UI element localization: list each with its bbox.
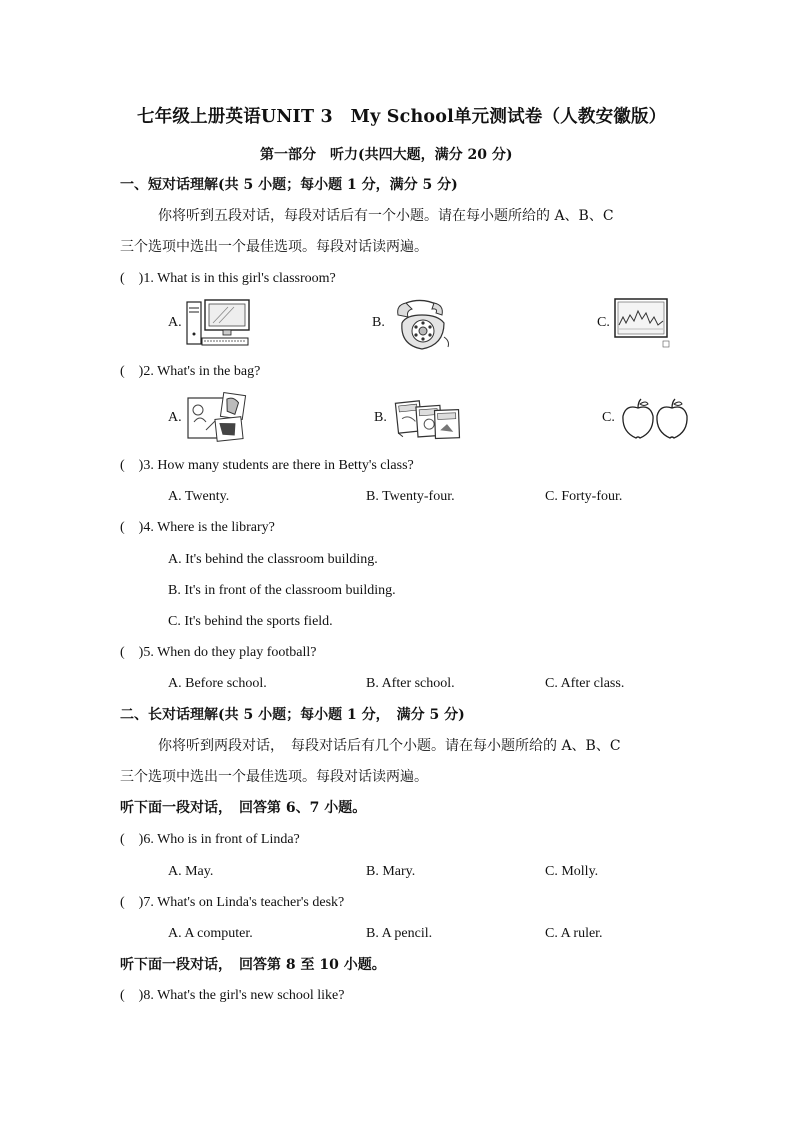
option-label: A. [168,315,182,330]
option-a: A. Before school. [168,676,267,691]
telephone-icon [392,297,454,353]
option-label: A. [168,410,182,425]
option-b: B. A pencil. [366,926,433,941]
option-a: A. It's behind the classroom building. [168,552,378,567]
section-heading: 一、短对话理解(共 5 小题；每小题 1 分，满分 5 分) [120,177,458,193]
instruction-line: 三个选项中选出一个最佳选项。每段对话读两遍。 [120,769,428,785]
instruction-line: 三个选项中选出一个最佳选项。每段对话读两遍。 [120,239,428,255]
option-label: C. [597,315,610,330]
option-b: B. Twenty-four. [366,489,455,504]
part-heading: 第一部分 听力(共四大题，满分 20 分) [260,147,513,163]
listen-instruction: 听下面一段对话， 回答第 6、7 小题。 [120,800,367,816]
question-stem: ( )1. What is in this girl's classroom? [120,271,336,286]
question-stem: ( )5. When do they play football? [120,645,317,660]
question-stem: ( )2. What's in the bag? [120,364,261,379]
monitor-chart-icon [613,297,673,351]
listen-instruction: 听下面一段对话， 回答第 8 至 10 小题。 [120,957,386,973]
instruction-line: 你将听到五段对话，每段对话后有一个小题。请在每小题所给的 A、B、C [158,208,614,224]
option-b: B. Mary. [366,864,416,879]
section-heading: 二、长对话理解(共 5 小题；每小题 1 分， 满分 5 分) [120,707,465,723]
computer-icon [186,298,252,350]
option-label: B. [374,410,387,425]
question-stem: ( )6. Who is in front of Linda? [120,832,300,847]
question-stem: ( )3. How many students are there in Betty's class? [120,458,414,473]
photos-icon [186,392,248,444]
question-stem: ( )4. Where is the library? [120,520,275,535]
page-title: 七年级上册英语UNIT 3 My School单元测试卷（人教安徽版） [137,107,667,127]
option-a: A. Twenty. [168,489,230,504]
option-label: B. [372,315,385,330]
option-a: A. May. [168,864,214,879]
option-c: C. After class. [545,676,625,691]
instruction-line: 你将听到两段对话， 每段对话后有几个小题。请在每小题所给的 A、B、C [158,738,621,754]
option-a: A. A computer. [168,926,253,941]
option-b: B. It's in front of the classroom building. [168,583,396,598]
books-icon [393,398,463,442]
question-stem: ( )8. What's the girl's new school like? [120,988,345,1003]
option-c: C. A ruler. [545,926,603,941]
option-b: B. After school. [366,676,455,691]
option-label: C. [602,410,615,425]
option-c: C. Forty-four. [545,489,623,504]
option-c: C. It's behind the sports field. [168,614,333,629]
question-stem: ( )7. What's on Linda's teacher's desk? [120,895,345,910]
option-c: C. Molly. [545,864,599,879]
apples-icon [620,398,692,440]
